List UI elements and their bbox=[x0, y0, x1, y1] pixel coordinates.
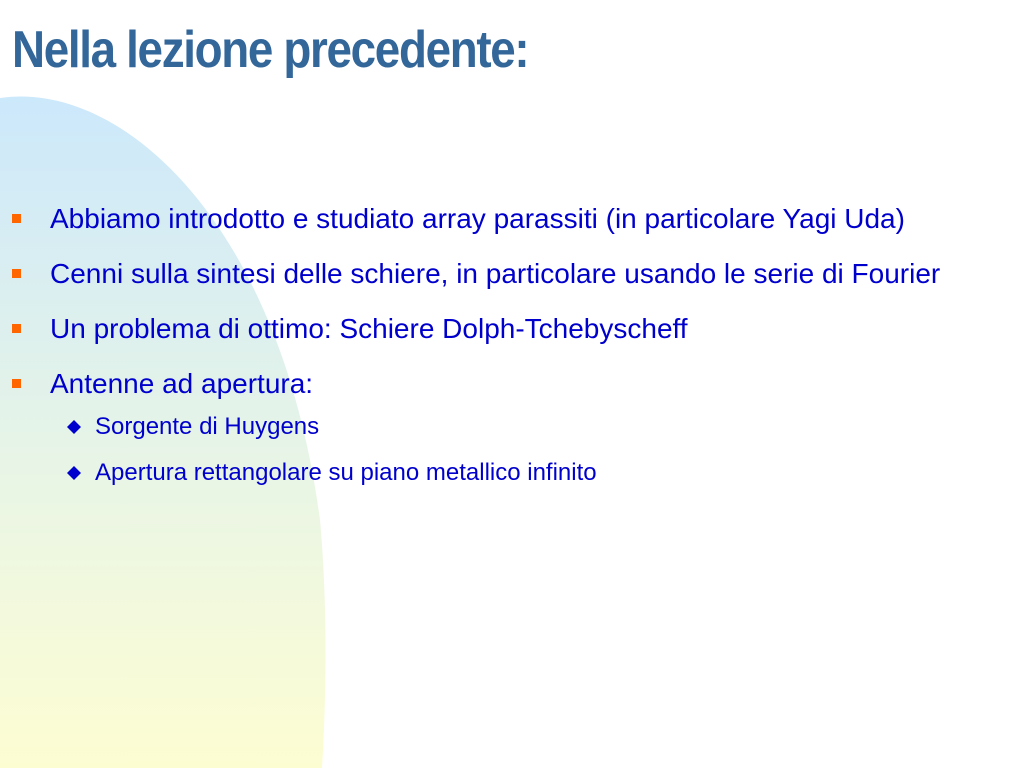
sub-list-item-text: Sorgente di Huygens bbox=[95, 413, 320, 440]
sub-list-item bbox=[0, 456, 1000, 490]
list-item-text: Abbiamo introdotto e studiato array parassiti (in particolare Yagi Uda) bbox=[50, 203, 905, 234]
sub-bullet-list bbox=[0, 410, 1000, 490]
list-item bbox=[0, 253, 1000, 294]
sub-list-item bbox=[0, 410, 1000, 444]
bullet-list bbox=[0, 198, 1000, 502]
square-bullet-icon bbox=[12, 324, 21, 333]
slide-title: Nella lezione precedente: bbox=[12, 21, 529, 79]
list-item bbox=[0, 198, 1000, 239]
list-item bbox=[0, 308, 1000, 349]
sub-list-item-text: Apertura rettangolare su piano metallico infinito bbox=[95, 459, 597, 486]
diamond-bullet-icon bbox=[67, 466, 81, 480]
list-item bbox=[0, 363, 1000, 404]
square-bullet-icon bbox=[12, 214, 21, 223]
list-item-text: Antenne ad apertura: bbox=[50, 368, 314, 399]
diamond-bullet-icon bbox=[67, 420, 81, 434]
list-item-text: Cenni sulla sintesi delle schiere, in particolare usando le serie di Fourier bbox=[50, 258, 941, 289]
square-bullet-icon bbox=[12, 269, 21, 278]
list-item-text: Un problema di ottimo: Schiere Dolph-Tchebyscheff bbox=[50, 313, 688, 344]
square-bullet-icon bbox=[12, 379, 21, 388]
